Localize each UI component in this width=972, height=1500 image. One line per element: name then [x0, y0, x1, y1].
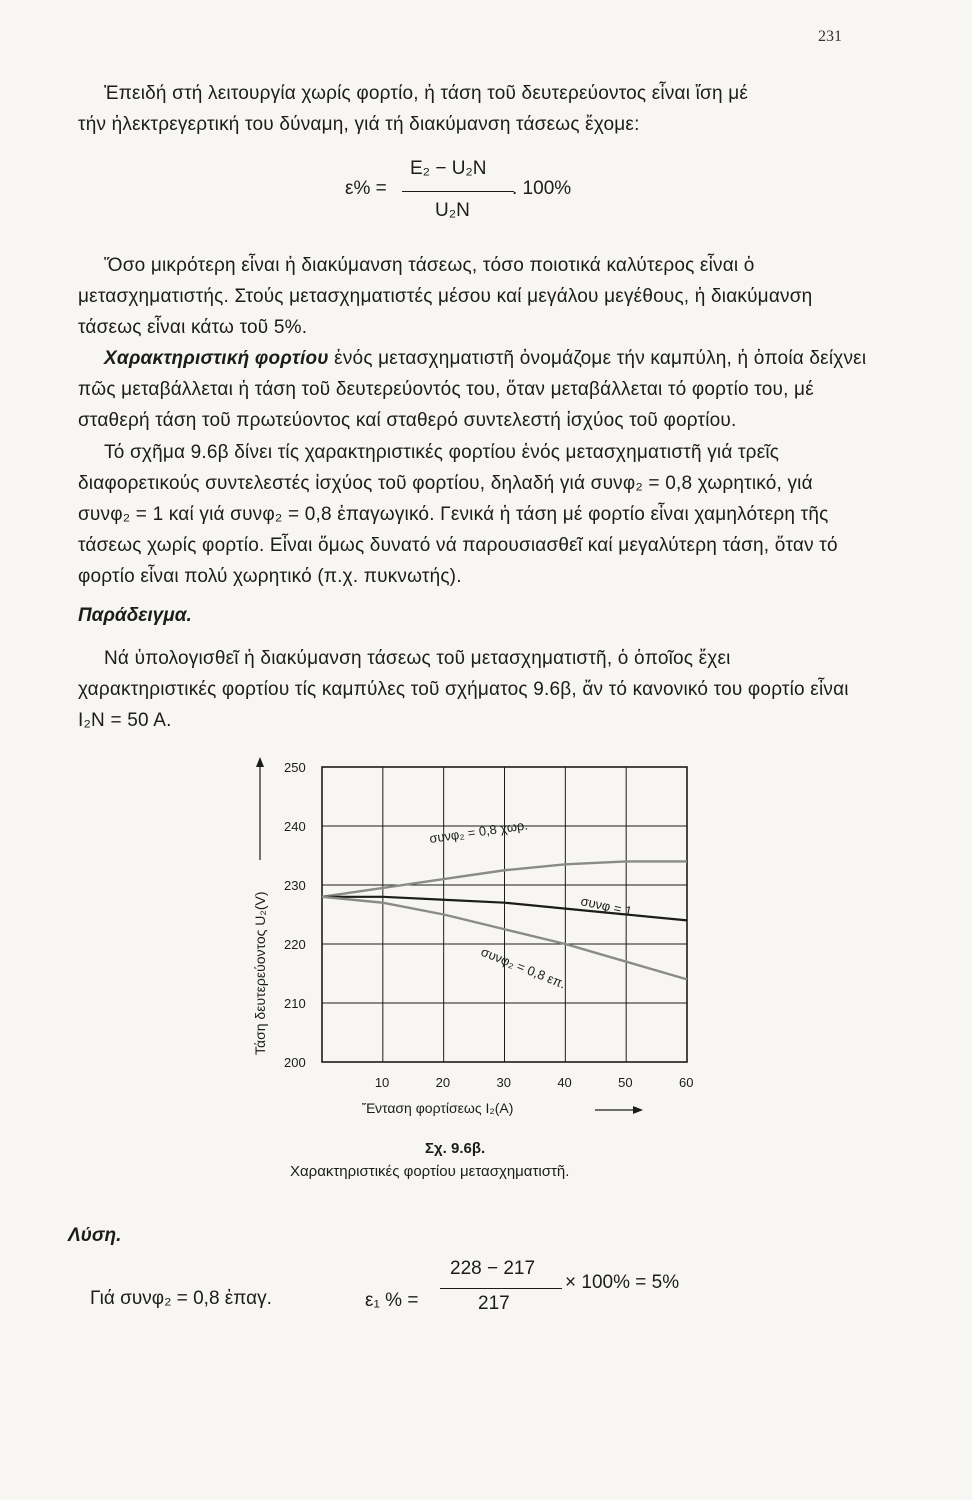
figure-caption: Χαρακτηριστικές φορτίου μετασχηματιστῆ.: [290, 1163, 570, 1180]
x-tick-label: 10: [374, 1075, 390, 1090]
solution-lhs: ε₁ % =: [365, 1290, 419, 1311]
solution-condition: Γιά συνφ₂ = 0,8 ἐπαγ.: [90, 1288, 272, 1309]
chart-svg: [240, 755, 740, 1135]
formula-lhs: ε% =: [345, 178, 387, 199]
intro-line-2: τήν ἠλεκτρεγερτική του δύναμη, γιά τή διακύμανση τάσεως ἔχομε:: [78, 114, 640, 135]
y-tick-label: 200: [284, 1055, 306, 1070]
formula-denominator: U₂N: [435, 200, 470, 221]
quality-paragraph: [78, 250, 868, 343]
solution-numerator: 228 − 217: [450, 1258, 536, 1279]
figure-number: Σχ. 9.6β.: [425, 1140, 486, 1157]
load-characteristics-chart: [240, 755, 740, 1135]
y-axis-label: Τάση δευτερεύοντος U₂(V): [252, 891, 268, 1055]
solution-fraction-line: [440, 1288, 562, 1289]
x-axis-arrow-head: [633, 1106, 643, 1114]
x-tick-label: 20: [435, 1075, 451, 1090]
example-heading: Παράδειγμα.: [78, 605, 192, 626]
formula-suffix: . 100%: [512, 178, 572, 199]
solution-result: × 100% = 5%: [565, 1272, 680, 1293]
intro-line-1: Ἐπειδή στή λειτουργία χωρίς φορτίο, ἡ τάση τοῦ δευτερεύοντος εἶναι ἴση μέ: [104, 83, 749, 104]
definition-rest: ἑνός μετασχηματιστῆ ὀνομάζομε τήν καμπύλη, ἡ ὁποία δείχνει πῶς μεταβάλλεται ἡ τάση τοῦ δευτερεύοντός του, ὅταν μεταβάλλεται τό φορτίο του, μέ σταθερή τάση τοῦ πρωτεύοντος καί σταθερό συντελεστή ἰσχύος τοῦ φορτίου.: [78, 348, 867, 431]
series-label-1: συνφ₂ = 0,8 χωρ.: [428, 817, 529, 846]
y-tick-label: 230: [284, 878, 306, 893]
x-tick-label: 50: [618, 1075, 633, 1090]
intro-paragraph: [78, 78, 868, 140]
y-tick-label: 250: [284, 760, 306, 775]
formula-numerator: E₂ − U₂N: [410, 158, 487, 179]
y-tick-label: 240: [284, 819, 306, 834]
solution-denominator: 217: [478, 1293, 510, 1314]
definition-paragraph: [78, 343, 868, 436]
definition-term: Χαρακτηριστική φορτίου: [104, 348, 329, 369]
chart-axes: [256, 757, 687, 1114]
solution-heading: Λύση.: [68, 1225, 122, 1246]
x-tick-label: 40: [557, 1075, 572, 1090]
x-tick-label: 60: [679, 1075, 694, 1090]
example-text: Νά ὑπολογισθεῖ ἡ διακύμανση τάσεως τοῦ μετασχηματιστῆ, ὁ ὁποῖος ἔχει χαρακτηριστικές φορτίου τίς καμπύλες τοῦ σχήματος 9.6β, ἄν τό κανονικό του φορτίο εἶναι I₂N = 50 A.: [78, 648, 849, 731]
y-tick-label: 210: [284, 996, 306, 1011]
page-number: 231: [818, 28, 842, 45]
example-paragraph: [78, 643, 868, 736]
series-label-3: συνφ₂ = 0,8 επ.: [478, 943, 568, 992]
figure-description-paragraph: [78, 437, 868, 592]
x-tick-label: 30: [496, 1075, 511, 1090]
quality-text: Ὅσο μικρότερη εἶναι ἡ διακύμανση τάσεως, τόσο ποιοτικά καλύτερος εἶναι ὁ μετασχηματιστής. Στούς μετασχηματιστές μέσου καί μεγάλου μεγέθους, ἡ διακύμανση τάσεως εἶναι κάτω τοῦ 5%.: [78, 255, 813, 338]
formula-fraction-line: [402, 191, 514, 192]
definition-text: [78, 343, 868, 436]
x-axis-label: Ἔνταση φορτίσεως I₂(A): [362, 1100, 514, 1116]
series-label-2: συνφ = 1: [579, 893, 634, 919]
y-axis-arrow-head: [256, 757, 264, 767]
y-tick-label: 220: [284, 937, 306, 952]
figure-description-text: Τό σχῆμα 9.6β δίνει τίς χαρακτηριστικές φορτίου ἑνός μετασχηματιστῆ γιά τρεῖς διαφορετικούς συντελεστές ἰσχύος τοῦ φορτίου, δηλαδή γιά συνφ₂ = 0,8 χωρητικό, γιά συνφ₂ = 1 καί γιά συνφ₂ = 0,8 ἐπαγωγικό. Γενικά ἡ τάση μέ φορτίο εἶναι χαμηλότερη τῆς τάσεως χωρίς φορτίο. Εἶναι ὅμως δυνατό νά παρουσιασθεῖ καί μεγαλύτερη τάση, ὅταν τό φορτίο εἶναι πολύ χωρητικό (π.χ. πυκνωτής).: [78, 442, 838, 587]
